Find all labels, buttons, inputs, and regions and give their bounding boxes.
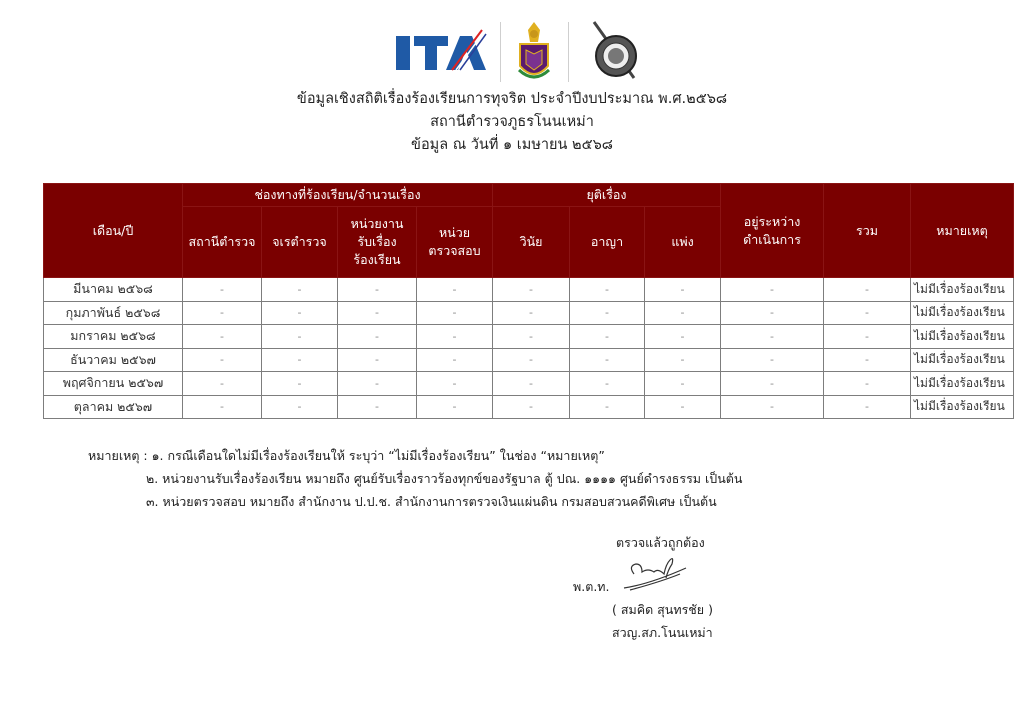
logo-divider [500, 22, 501, 82]
table-row [44, 395, 1014, 419]
value-cell: - [570, 278, 645, 302]
col-receiving-line1: หน่วยงาน [350, 216, 404, 231]
col-criminal-header: อาญา [570, 207, 645, 278]
report-title: ข้อมูลเชิงสถิติเรื่องร้องเรียนการทุจริต ประจำปีงบประมาณ พ.ศ.๒๕๖๘ [296, 91, 728, 107]
value-cell: - [262, 301, 338, 325]
table-body [44, 278, 1014, 419]
col-month-header: เดือน/ปี [44, 184, 183, 278]
value-cell: - [570, 372, 645, 396]
value-cell: - [417, 372, 493, 396]
value-cell: - [645, 278, 721, 302]
value-cell: - [721, 301, 824, 325]
value-cell: - [338, 372, 417, 396]
value-cell: - [262, 395, 338, 419]
value-cell: - [183, 301, 262, 325]
month-cell: ธันวาคม ๒๕๖๗ [44, 348, 183, 372]
col-receiving-header [338, 207, 417, 278]
verified-label: ตรวจแล้วถูกต้อง [616, 535, 705, 550]
value-cell: - [493, 325, 570, 349]
month-cell: พฤศจิกายน ๒๕๖๗ [44, 372, 183, 396]
value-cell: - [645, 301, 721, 325]
col-police-header: จเรตำรวจ [262, 207, 338, 278]
value-cell: - [338, 301, 417, 325]
remark-cell: ไม่มีเรื่องร้องเรียน [911, 278, 1014, 302]
value-cell: - [570, 395, 645, 419]
group-channels-header: ช่องทางที่ร้องเรียน/จำนวนเรื่อง [183, 184, 493, 207]
signer-position: สวญ.สภ.โนนเหม่า [612, 625, 713, 640]
value-cell: - [417, 301, 493, 325]
value-cell: - [417, 325, 493, 349]
logo-bar [392, 18, 662, 86]
remark-cell: ไม่มีเรื่องร้องเรียน [911, 325, 1014, 349]
value-cell: - [183, 325, 262, 349]
value-cell: - [493, 395, 570, 419]
value-cell: - [824, 301, 911, 325]
police-crest-icon [516, 20, 552, 84]
value-cell: - [721, 395, 824, 419]
value-cell: - [262, 325, 338, 349]
value-cell: - [183, 348, 262, 372]
remark-cell: ไม่มีเรื่องร้องเรียน [911, 301, 1014, 325]
col-receiving-line3: ร้องเรียน [353, 252, 401, 267]
note-item: ๒. หน่วยงานรับเรื่องร้องเรียน หมายถึง ศูนย์รับเรื่องราวร้องทุกข์ของรัฐบาล ตู้ ปณ. ๑๑๑๑ ศูนย์ดำรงธรรม เป็นต้น [146, 471, 743, 486]
value-cell: - [183, 395, 262, 419]
value-cell: - [824, 372, 911, 396]
value-cell: - [338, 348, 417, 372]
col-total-header: รวม [824, 184, 911, 278]
table-row [44, 372, 1014, 396]
value-cell: - [721, 372, 824, 396]
report-header [0, 88, 1024, 157]
station-name: สถานีตำรวจภูธรโนนเหม่า [430, 114, 594, 130]
group-closed-header: ยุติเรื่อง [493, 184, 721, 207]
value-cell: - [824, 278, 911, 302]
remark-cell: ไม่มีเรื่องร้องเรียน [911, 395, 1014, 419]
value-cell: - [824, 395, 911, 419]
remark-cell: ไม่มีเรื่องร้องเรียน [911, 372, 1014, 396]
month-cell: มกราคม ๒๕๖๘ [44, 325, 183, 349]
table-row [44, 301, 1014, 325]
value-cell: - [645, 372, 721, 396]
col-receiving-line2: รับเรื่อง [357, 234, 397, 249]
value-cell: - [570, 301, 645, 325]
value-cell: - [262, 348, 338, 372]
table-row [44, 348, 1014, 372]
value-cell: - [570, 348, 645, 372]
col-discipline-header: วินัย [493, 207, 570, 278]
signer-rank: พ.ต.ท. [573, 579, 610, 594]
value-cell: - [493, 348, 570, 372]
value-cell: - [721, 278, 824, 302]
month-cell: กุมภาพันธ์ ๒๕๖๘ [44, 301, 183, 325]
value-cell: - [338, 278, 417, 302]
value-cell: - [721, 348, 824, 372]
value-cell: - [493, 278, 570, 302]
station-seal-icon [586, 20, 642, 82]
value-cell: - [824, 325, 911, 349]
note-item: ๑. กรณีเดือนใดไม่มีเรื่องร้องเรียนให้ ระบุว่า “ไม่มีเรื่องร้องเรียน” ในช่อง “หมายเหตุ” [151, 448, 605, 463]
notes-label: หมายเหตุ : [88, 448, 152, 463]
remark-cell: ไม่มีเรื่องร้องเรียน [911, 348, 1014, 372]
value-cell: - [493, 372, 570, 396]
notes-section [88, 444, 742, 513]
col-civil-header: แพ่ง [645, 207, 721, 278]
value-cell: - [338, 325, 417, 349]
col-audit-line2: ตรวจสอบ [428, 243, 481, 258]
month-cell: มีนาคม ๒๕๖๘ [44, 278, 183, 302]
month-cell: ตุลาคม ๒๕๖๗ [44, 395, 183, 419]
signer-name: ( สมคิด สุนทรชัย ) [612, 602, 713, 617]
value-cell: - [570, 325, 645, 349]
value-cell: - [183, 278, 262, 302]
col-audit-header [417, 207, 493, 278]
logo-divider [568, 22, 569, 82]
col-pending-line2: ดำเนินการ [743, 231, 801, 247]
note-row [88, 444, 742, 467]
ita-logo [394, 28, 490, 78]
value-cell: - [721, 325, 824, 349]
value-cell: - [417, 278, 493, 302]
value-cell: - [262, 372, 338, 396]
value-cell: - [338, 395, 417, 419]
value-cell: - [183, 372, 262, 396]
complaint-stats-table [43, 183, 1014, 419]
note-row [88, 490, 742, 513]
note-row [88, 467, 742, 490]
col-remark-header: หมายเหตุ [911, 184, 1014, 278]
col-pending-header [721, 184, 824, 278]
value-cell: - [645, 348, 721, 372]
as-of-date: ข้อมูล ณ วันที่ ๑ เมษายน ๒๕๖๘ [411, 137, 613, 153]
table-row [44, 278, 1014, 302]
value-cell: - [493, 301, 570, 325]
col-audit-line1: หน่วย [438, 225, 471, 240]
value-cell: - [417, 348, 493, 372]
col-pending-line1: อยู่ระหว่าง [743, 213, 801, 229]
value-cell: - [417, 395, 493, 419]
value-cell: - [645, 325, 721, 349]
note-item: ๓. หน่วยตรวจสอบ หมายถึง สำนักงาน ป.ป.ช. สำนักงานการตรวจเงินแผ่นดิน กรมสอบสวนคดีพิเศษ เป็นต้น [146, 494, 717, 509]
value-cell: - [824, 348, 911, 372]
table-row [44, 325, 1014, 349]
value-cell: - [645, 395, 721, 419]
signature-icon [620, 554, 690, 594]
value-cell: - [262, 278, 338, 302]
col-station-header: สถานีตำรวจ [183, 207, 262, 278]
